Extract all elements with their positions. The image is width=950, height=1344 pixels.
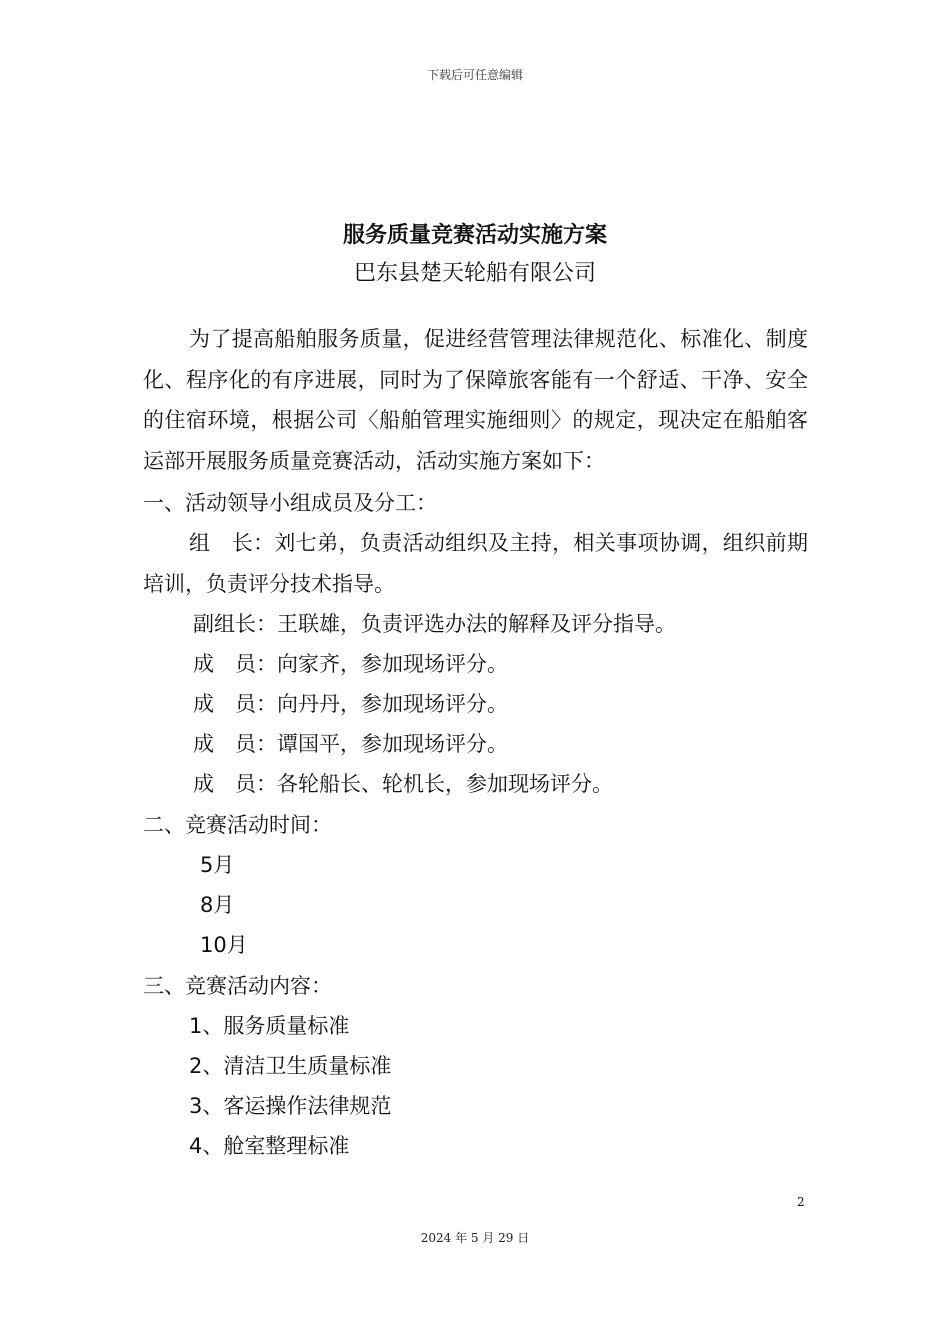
intro-paragraph: 为了提高船舶服务质量，促进经营管理法律规范化、标准化、制度化、程序化的有序进展，同时为了保障旅客能有一个舒适、干净、安全的住宿环境，根据公司〈船舶管理实施细则〉的规定，现决定在船舶客运部开展服务质量竞赛活动，活动实施方案如下： [143,327,808,473]
month-item: 5月 [200,853,235,877]
section1-heading: 一、活动领导小组成员及分工： [143,491,437,515]
member-line: 副组长：王联雄，负责评选办法的解释及评分指导。 [193,612,676,636]
leader-line: 组 长：刘七弟，负责活动组织及主持，相关事项协调，组织前期培训，负责评分技术指导。 [143,531,808,596]
member-line: 成 员：各轮船长、轮机长，参加现场评分。 [193,772,613,796]
month-item: 8月 [200,893,235,917]
content-item: 3、客运操作法律规范 [189,1094,392,1118]
page-number: 2 [797,1195,805,1209]
section3-heading: 三、竞赛活动内容： [143,974,332,998]
document-title: 服务质量竞赛活动实施方案 [342,223,607,248]
content-item: 1、服务质量标准 [189,1014,350,1038]
footer-date: 2024 年 5 月 29 日 [420,1231,530,1245]
content-item: 2、清洁卫生质量标准 [189,1054,392,1078]
section2-heading: 二、竞赛活动时间： [143,813,332,837]
member-line: 成 员：向家齐，参加现场评分。 [193,652,508,676]
document-organization: 巴东县楚天轮船有限公司 [353,261,596,286]
member-line: 成 员：谭国平，参加现场评分。 [193,732,508,756]
header-note: 下载后可任意编辑 [426,68,523,82]
content-item: 4、舱室整理标准 [189,1134,350,1158]
month-item: 10月 [200,933,248,957]
member-line: 成 员：向丹丹，参加现场评分。 [193,692,508,716]
